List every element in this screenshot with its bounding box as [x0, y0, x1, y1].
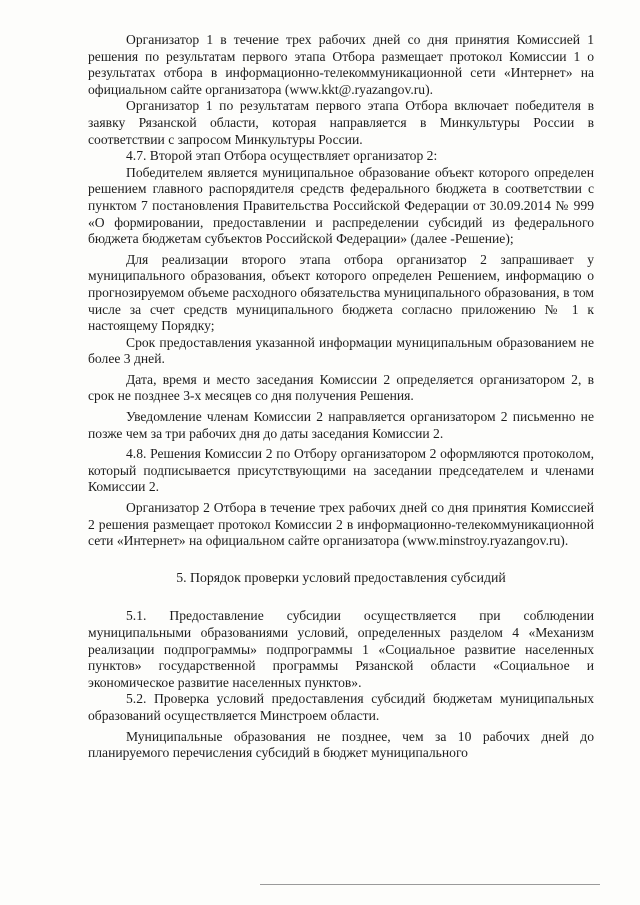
- bottom-scan-line: [260, 884, 600, 885]
- paragraph-winner: Победителем является муниципальное образование объект которого определен решением главного распорядителя средств федерального бюджета в соответствии с пунктом 7 постановления Правительства Российской Федерации от 30.09.2014 № 999 «О формировании, предоставлении и распределении субсидий из федерального бюджета бюджетам субъектов Российской Федерации» (далее -Решение);: [88, 164, 594, 247]
- paragraph-deadline: Срок предоставления указанной информации муниципальным образованием не более 3 дней.: [88, 334, 594, 367]
- paragraph-organizer1-protocol: Организатор 1 в течение трех рабочих дней со дня принятия Комиссией 1 решения по результатам первого этапа Отбора размещает протокол Комиссии 1 о результатах отбора в информационно-телекоммуникационной сети «Интернет» на официальном сайте организатора (www.kkt@.ryazangov.ru).: [88, 32, 594, 97]
- paragraph-second-stage-request: Для реализации второго этапа отбора организатор 2 запрашивает у муниципального образования, объект которого определен Решением, информацию о прогнозируемом объеме расходного обязательства муниципального образования, в том числе за счет средств муниципального бюджета согласно приложению № 1 к настоящему Порядку;: [88, 251, 594, 334]
- paragraph-5-2: 5.2. Проверка условий предоставления субсидий бюджетам муниципальных образований осуществляется Минстроем области.: [88, 691, 594, 723]
- section-5-heading: 5. Порядок проверки условий предоставления субсидий: [176, 569, 506, 585]
- paragraph-organizer2-protocol: Организатор 2 Отбора в течение трех рабочих дней со дня принятия Комиссией 2 решения размещает протокол Комиссии 2 в информационно-телекоммуникационной сети «Интернет» на официальном сайте организатора (www.minstroy.ryazangov.ru).: [88, 500, 594, 549]
- paragraph-notification: Уведомление членам Комиссии 2 направляется организатором 2 письменно не позже чем за три рабочих дня до даты заседания Комиссии 2.: [88, 409, 594, 441]
- paragraph-municipal-deadline: Муниципальные образования не позднее, чем за 10 рабочих дней до планируемого перечисления субсидий в бюджет муниципального: [88, 728, 594, 761]
- paragraph-5-1: 5.1. Предоставление субсидии осуществляется при соблюдении муниципальными образованиями условий, определенных разделом 4 «Механизм реализации подпрограммы» подпрограммы 1 «Социальное развитие населенных пунктов» государственной программы Рязанской области «Социальное и экономическое развитие населенных пунктов».: [88, 608, 594, 690]
- section-4-text: [88, 32, 594, 550]
- paragraph-4-8: 4.8. Решения Комиссии 2 по Отбору организатором 2 оформляются протоколом, который подписывается присутствующими на заседании председателем и членами Комиссии 2.: [88, 446, 594, 495]
- section-5-text: [88, 608, 594, 761]
- paragraph-4-7: 4.7. Второй этап Отбора осуществляет организатор 2:: [126, 148, 438, 164]
- paragraph-organizer1-application: Организатор 1 по результатам первого этапа Отбора включает победителя в заявку Рязанской области, которая направляется в Минкультуры России в соответствии с запросом Минкультуры России.: [88, 98, 594, 147]
- paragraph-commission2-date: Дата, время и место заседания Комиссии 2 определяется организатором 2, в срок не позднее 3-х месяцев со дня получения Решения.: [88, 371, 594, 404]
